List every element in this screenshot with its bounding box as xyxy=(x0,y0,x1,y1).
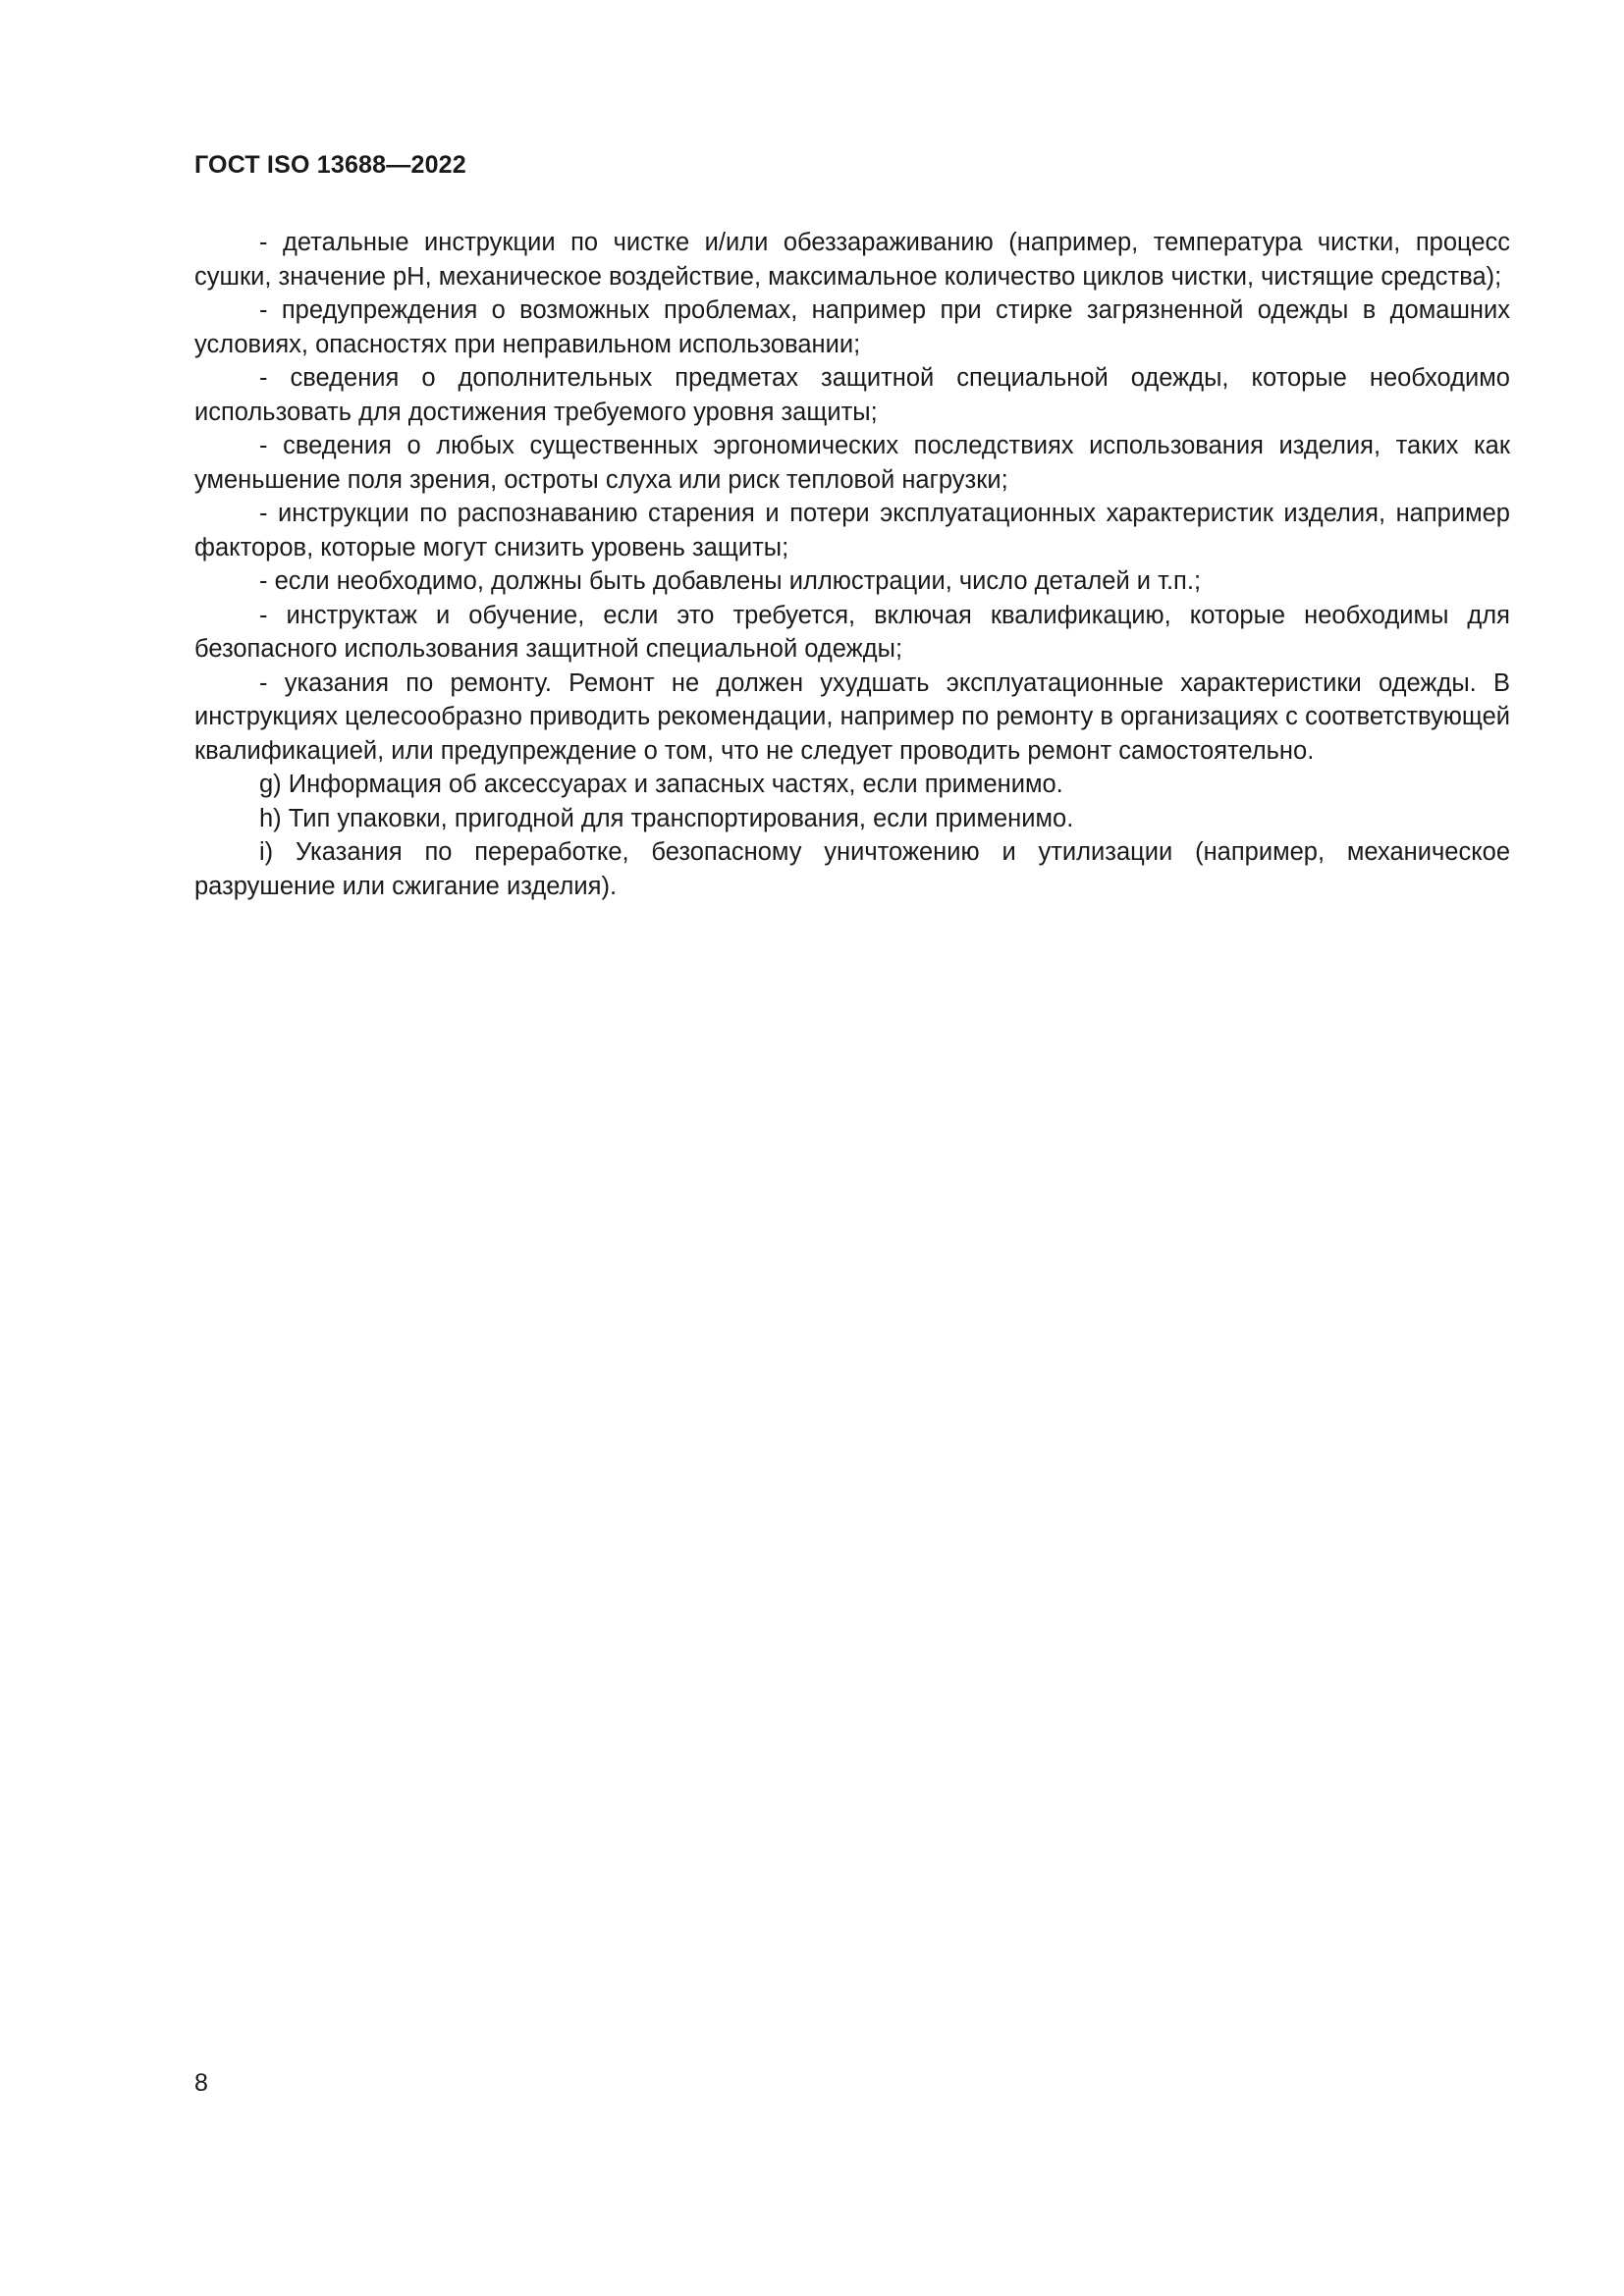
paragraph-item-h: h) Тип упаковки, пригодной для транспортирования, если применимо. xyxy=(259,804,1074,832)
paragraph-item-g: g) Информация об аксессуарах и запасных частях, если применимо. xyxy=(259,771,1063,798)
paragraph-warnings: - предупреждения о возможных проблемах, например при стирке загрязненной одежды в домашних условиях, опасностях при неправильном использовании; xyxy=(194,296,1510,358)
paragraph-ergonomic-effects: - сведения о любых существенных эргономических последствиях использования изделия, таких как уменьшение поля зрения, остроты слуха или риск тепловой нагрузки; xyxy=(194,432,1510,494)
paragraph-repair: - указания по ремонту. Ремонт не должен ухудшать эксплуатационные характеристики одежды. В инструкциях целесообразно приводить рекомендации, например по ремонту в организациях с соответствующей квалификацией, или предупреждение о том, что не следует проводить ремонт самостоятельно. xyxy=(194,668,1510,765)
paragraph-training: - инструктаж и обучение, если это требуется, включая квалификацию, которые необходимы для безопасного использования защитной специальной одежды; xyxy=(194,601,1510,663)
paragraph-item-i: i) Указания по переработке, безопасному уничтожению и утилизации (например, механическое разрушение или сжигание изделия). xyxy=(194,838,1510,900)
document-header-title: ГОСТ ISO 13688—2022 xyxy=(194,151,466,179)
paragraph-cleaning-instructions: - детальные инструкции по чистке и/или обеззараживанию (например, температура чистки, процесс сушки, значение pH, механическое воздействие, максимальное количество циклов чистки, чистящие средства); xyxy=(194,229,1510,291)
page-number: 8 xyxy=(194,2069,208,2097)
paragraph-illustrations: - если необходимо, должны быть добавлены иллюстрации, число деталей и т.п.; xyxy=(259,567,1202,595)
paragraph-additional-items: - сведения о дополнительных предметах защитной специальной одежды, которые необходимо использовать для достижения требуемого уровня защиты; xyxy=(194,364,1510,426)
paragraph-ageing-recognition: - инструкции по распознаванию старения и потери эксплуатационных характеристик изделия, например факторов, которые могут снизить уровень защиты; xyxy=(194,500,1510,561)
document-body xyxy=(194,226,1510,903)
